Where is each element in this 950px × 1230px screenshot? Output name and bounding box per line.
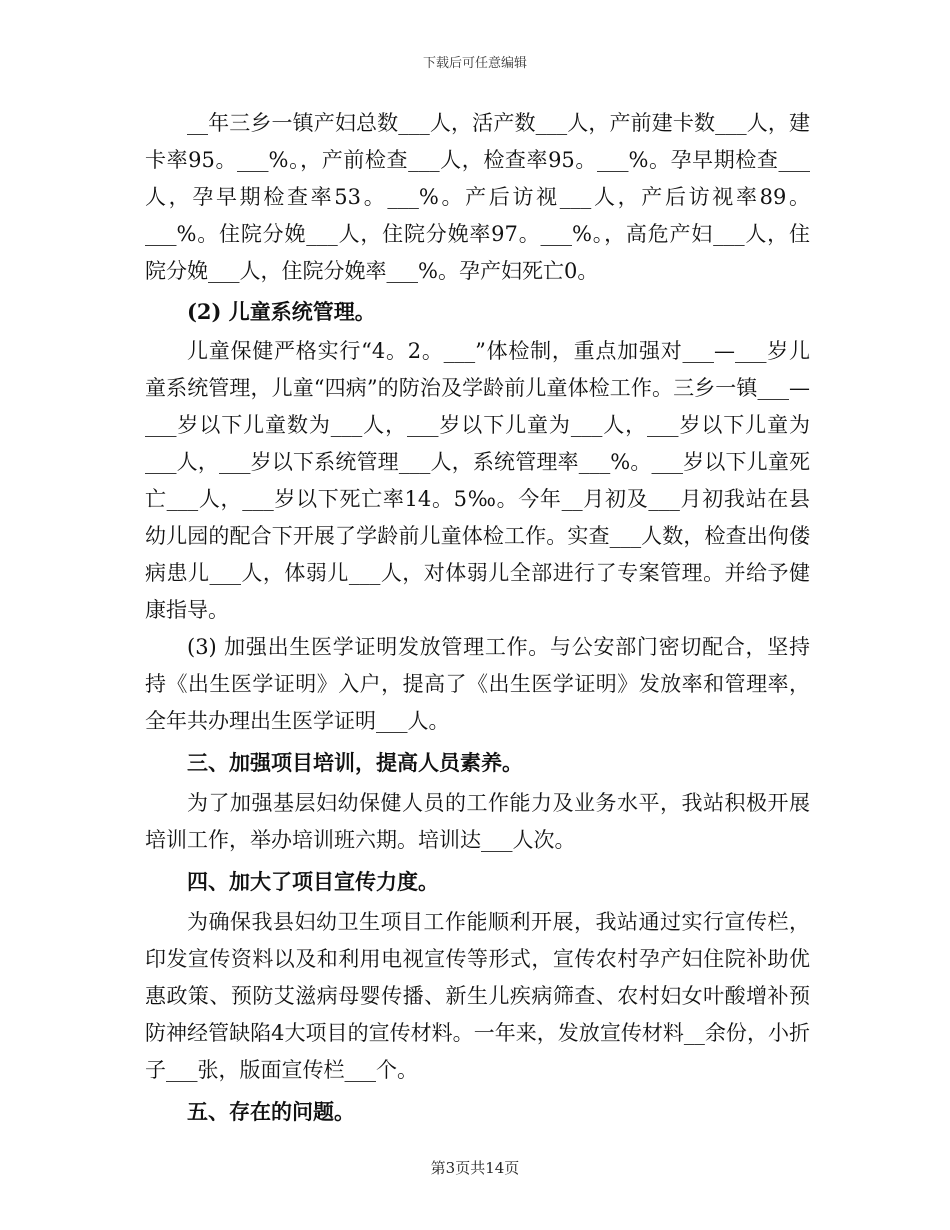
page-header: 下载后可任意编辑: [422, 56, 527, 71]
document-body: [145, 105, 810, 1134]
page-footer: 第3页共14页: [430, 1159, 520, 1177]
subheading-child-management: (2) 儿童系统管理。: [187, 299, 376, 324]
heading-problems: 五、存在的问题。: [187, 1099, 355, 1124]
paragraph-training: 为了加强基层妇幼保健人员的工作能力及业务水平，我站积极开展培训工作，举办培训班六期。培训达___人次。: [145, 791, 810, 852]
paragraph-birth-certificate: (3) 加强出生医学证明发放管理工作。与公安部门密切配合，坚持持《出生医学证明》入户，提高了《出生医学证明》发放率和管理率，全年共办理出生医学证明___人。: [145, 635, 810, 733]
paragraph-publicity: 为确保我县妇幼卫生项目工作能顺利开展，我站通过实行宣传栏，印发宣传资料以及和利用电视宣传等形式，宣传农村孕产妇住院补助优惠政策、预防艾滋病母婴传播、新生儿疾病筛查、农村妇女叶酸增补预防神经管缺陷4大项目的宣传材料。一年来，发放宣传材料__余份，小折子___张，版面宣传栏___个。: [145, 910, 810, 1082]
paragraph-maternal-stats: __年三乡一镇产妇总数___人，活产数___人，产前建卡数___人，建卡率95。___%。，产前检查___人，检查率95。___%。孕早期检查___人，孕早期检查率53。___%。产后访视___人，产后访视率89。___%。住院分娩___人，住院分娩率97。___%。，高危产妇___人，住院分娩___人，住院分娩率___%。孕产妇死亡0。: [145, 111, 810, 283]
paragraph-child-health: 儿童保健严格实行“4。2。___”体检制，重点加强对___—___岁儿童系统管理，儿童“四病”的防治及学龄前儿童体检工作。三乡一镇___—___岁以下儿童数为___人，___岁以下儿童为___人，___岁以下儿童为___人，___岁以下系统管理___人，系统管理率___%。___岁以下儿童死亡___人，___岁以下死亡率14。5‰。今年__月初及___月初我站在县幼儿园的配合下开展了学龄前儿童体检工作。实查___人数，检查出佝偻病患儿___人，体弱儿___人，对体弱儿全部进行了专案管理。并给予健康指导。: [145, 339, 810, 622]
heading-training: 三、加强项目培训，提高人员素养。: [187, 750, 523, 775]
heading-publicity: 四、加大了项目宣传力度。: [187, 869, 439, 894]
